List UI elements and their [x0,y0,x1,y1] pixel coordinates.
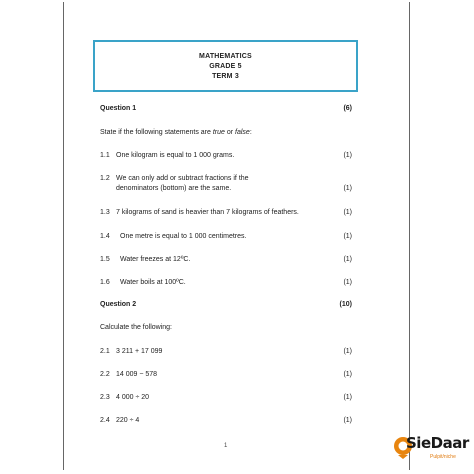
item-text: 14 009 − 578 [116,371,158,378]
item-marks: (1) [343,417,352,424]
question-item [100,347,352,357]
item-marks: (1) [343,348,352,355]
question-item [100,208,352,218]
item-text: One metre is equal to 1 000 centimetres. [120,233,247,240]
item-number: 1.1 [100,152,110,159]
siedaar-logo [392,432,472,472]
question-2-heading [100,300,352,310]
item-marks: (1) [343,256,352,263]
logo-wordmark: SieDaar [406,434,469,452]
item-marks: (1) [343,185,352,192]
term-label: TERM 3 [212,72,239,80]
exam-header-box [93,40,358,92]
item-text: Water boils at 100ºC. [120,279,186,286]
instruction-false: false [235,129,250,136]
instruction-text-post: : [249,129,252,136]
question-item [100,278,352,288]
item-text: 3 211 + 17 099 [116,348,163,355]
item-number: 1.4 [100,233,110,240]
item-number: 1.5 [100,256,110,263]
question-item [100,255,352,265]
question-item [100,370,352,380]
item-marks: (1) [343,209,352,216]
item-number: 1.2 [100,175,110,182]
instruction-text-pre: State if the following statements are [100,129,213,136]
item-marks: (1) [343,371,352,378]
item-text: 4 000 ÷ 20 [116,394,150,401]
question-item [100,232,352,242]
subject-title: MATHEMATICS [199,52,252,60]
question-1-heading [100,104,352,114]
instruction-or: or [224,129,236,136]
grade-label: GRADE 5 [209,62,242,70]
item-number: 2.4 [100,417,110,424]
question-2-title: Question 2 [100,301,137,308]
question-1-marks: (6) [343,105,352,112]
item-marks: (1) [343,233,352,240]
question-1-title: Question 1 [100,105,137,112]
question-2-marks: (10) [339,301,352,308]
question-item [100,393,352,403]
item-number: 2.3 [100,394,110,401]
instruction-true: true [212,129,225,136]
item-text: One kilogram is equal to 1 000 grams. [116,152,235,159]
item-number: 1.6 [100,279,110,286]
logo-tagline: Pulpit/niche [430,454,456,460]
page-number: 1 [224,443,228,449]
instruction-text: Calculate the following: [100,324,172,331]
question-item [100,416,352,426]
item-text: 220 ÷ 4 [116,417,140,424]
question-item [100,151,352,161]
item-marks: (1) [343,152,352,159]
item-marks: (1) [343,279,352,286]
question-2-instruction [100,323,352,333]
item-number: 1.3 [100,209,110,216]
item-text: Water freezes at 12ºC. [120,256,191,263]
item-number: 2.2 [100,371,110,378]
question-1-instruction [100,128,352,138]
item-number: 2.1 [100,348,110,355]
item-text: We can only add or subtract fractions if the denominators (bottom) are the same. [116,175,249,192]
item-marks: (1) [343,394,352,401]
question-item [100,174,352,194]
item-text: 7 kilograms of sand is heavier than 7 kilograms of feathers. [116,209,299,216]
